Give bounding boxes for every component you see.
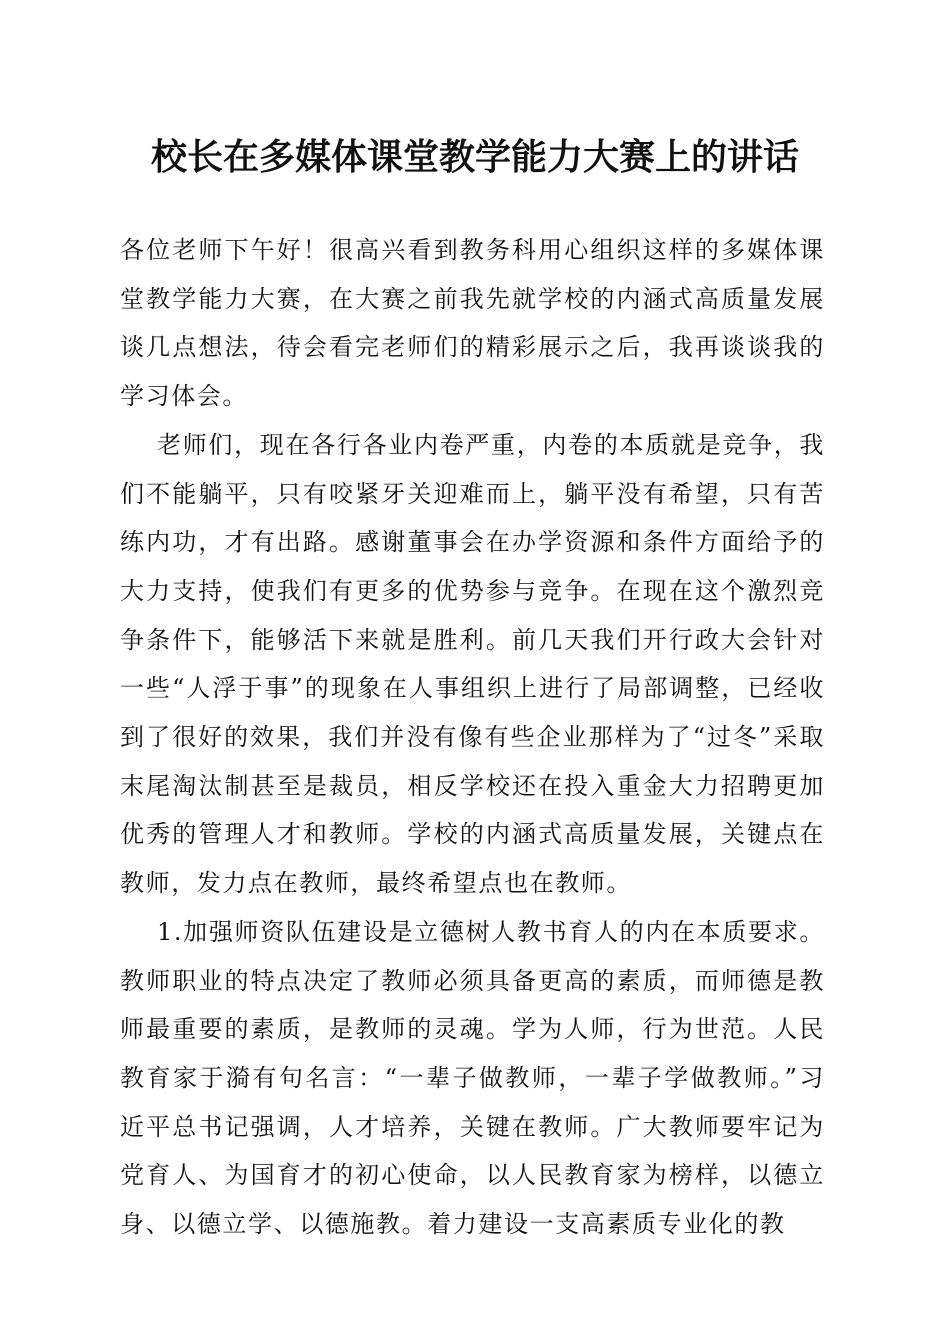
paragraph-competition: 老师们，现在各行各业内卷严重，内卷的本质就是竞争，我们不能躺平，只有咬紧牙关迎难而上，躺平没有希望，只有苦练内功，才有出路。感谢董事会在办学资源和条件方面给予的大力支持，使我们有更多的优势参与竞争。在现在这个激烈竞争条件下，能够活下来就是胜利。前几天我们开行政大会针对一些“人浮于事”的现象在人事组织上进行了局部调整，已经收到了很好的效果，我们并没有像有些企业那样为了“过冬”采取末尾淘汰制甚至是裁员，相反学校还在投入重金大力招聘更加优秀的管理人才和教师。学校的内涵式高质量发展，关键点在教师，发力点在教师，最终希望点也在教师。 [120,430,825,898]
document-title: 校长在多媒体课堂教学能力大赛上的讲话 [150,136,799,178]
paragraph-point-1: 1.加强师资队伍建设是立德树人教书育人的内在本质要求。教师职业的特点决定了教师必须具备更高的素质，而师德是教师最重要的素质，是教师的灵魂。学为人师，行为世范。人民教育家于漪有句名言：“一辈子做教师，一辈子学做教师。”习近平总书记强调，人才培养，关键在教师。广大教师要牢记为党育人、为国育才的初心使命，以人民教育家为榜样，以德立身、以德立学、以德施教。着力建设一支高素质专业化的教 [120,917,825,1239]
document-body [120,226,825,1249]
paragraph-greeting: 各位老师下午好！很高兴看到教务科用心组织这样的多媒体课堂教学能力大赛，在大赛之前我先就学校的内涵式高质量发展谈几点想法，待会看完老师们的精彩展示之后，我再谈谈我的学习体会。 [120,236,825,411]
